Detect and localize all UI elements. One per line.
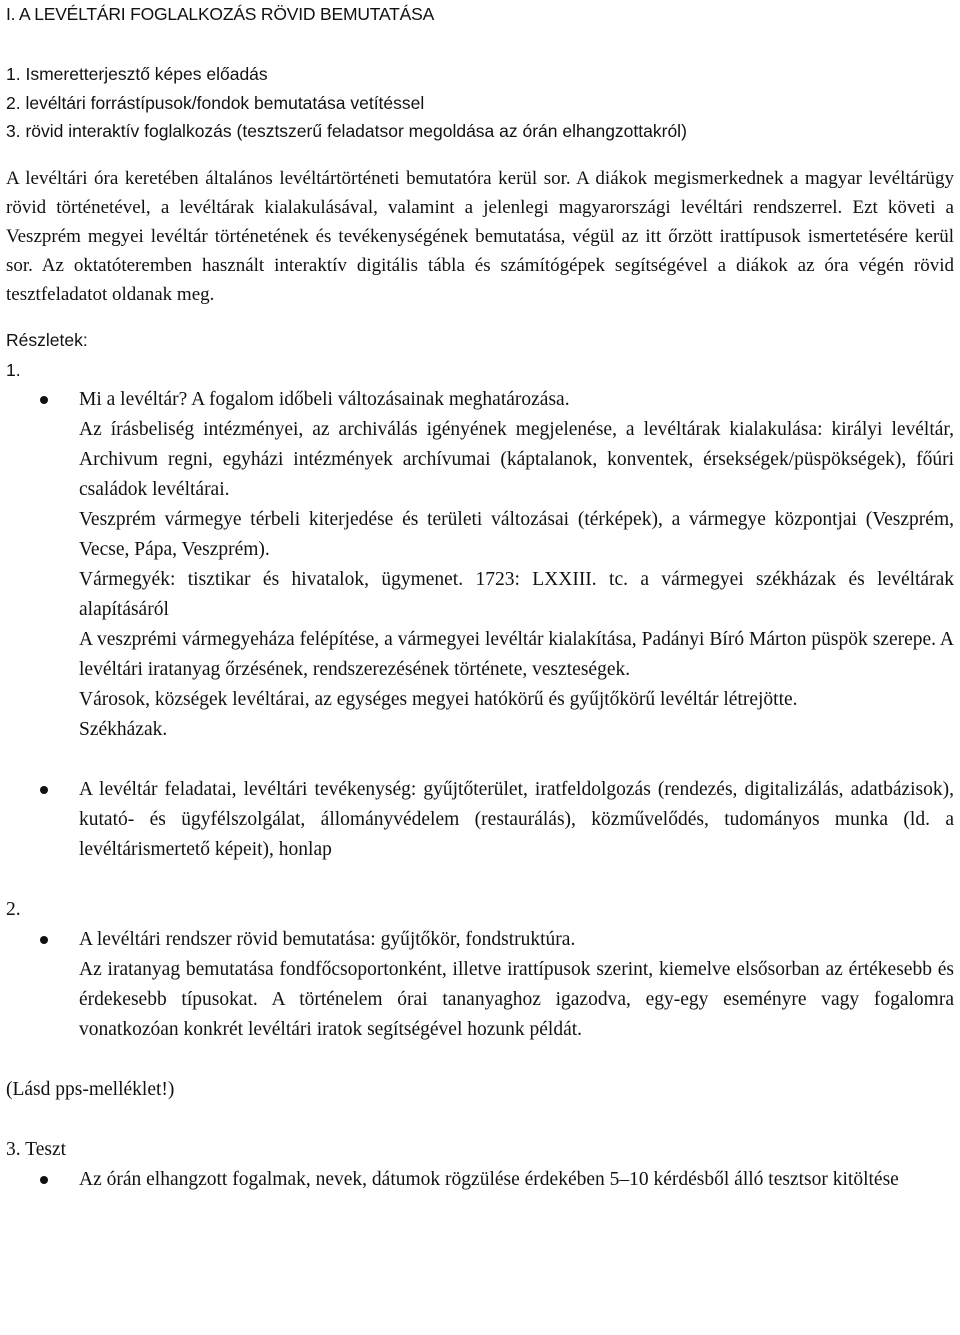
- section-1-bullet-1: [6, 385, 954, 415]
- intro-paragraph: A levéltári óra keretében általános levéltártörténeti bemutatóra kerül sor. A diákok megismerkednek a magyar levéltárügy rövid történetével, a levéltárak kialakulásával, valamint a jelenlegi magyarországi levéltári rendszerrel. Ezt követi a Veszprém megyei levéltár történetének és tevékenységének bemutatása, végül az itt őrzött irattípusok ismertetésére kerül sor. Az oktatóteremben használt interaktív digitális tábla és számítógépek segítségével a diákok az óra végén rövid tesztfeladatot oldanak meg.: [6, 167, 954, 305]
- program-list-item: 1. Ismeretterjesztő képes előadás: [6, 64, 268, 84]
- section-1-paragraph: Vármegyék: tisztikar és hivatalok, ügymenet. 1723: LXXIII. tc. a vármegyei székházak és levéltárak alapításáról: [79, 568, 954, 620]
- program-list-item: 3. rövid interaktív foglalkozás (tesztszerű feladatsor megoldása az órán elhangzottakról): [6, 121, 687, 141]
- section-1-paragraph: Székházak.: [79, 718, 168, 740]
- section-3-title: 3. Teszt: [6, 1138, 67, 1160]
- section-3-bullet-1: [6, 1165, 954, 1195]
- section-2-bullet-1: [6, 925, 954, 955]
- section-1-paragraph: Az írásbeliség intézményei, az archiválás igényének megjelenése, a levéltárak kialakulása: királyi levéltár, Archivum regni, egyházi intézmények archívumai (káptalanok, konventek, érsekségek/püspökségek), főúri családok levéltárai.: [79, 418, 954, 500]
- section-1-number: 1.: [6, 359, 21, 380]
- bullet-text: A levéltár feladatai, levéltári tevékenység: gyűjtőterület, iratfeldolgozás (rendezés, digitalizálás, adatbázisok), kutató- és ügyfélszolgálat, állományvédelem (restaurálás), közművelődés, tudományos munka (ld. a levéltárismertető képeit), honlap: [79, 778, 954, 860]
- details-label: Részletek:: [6, 329, 88, 350]
- program-list: [6, 60, 954, 146]
- bullet-icon: [40, 1176, 48, 1184]
- bullet-icon: [40, 786, 48, 794]
- bullet-text: Az órán elhangzott fogalmak, nevek, dátumok rögzülése érdekében 5–10 kérdésből álló tesztsor kitöltése: [79, 1168, 899, 1190]
- section-1-paragraph: A veszprémi vármegyeháza felépítése, a vármegyei levéltár kialakítása, Padányi Bíró Márton püspök szerepe. A levéltári iratanyag őrzésének, rendszerezésének története, veszteségek.: [79, 628, 954, 680]
- program-list-item: 2. levéltári forrástípusok/fondok bemutatása vetítéssel: [6, 92, 425, 113]
- section-1-bullet-2: [6, 775, 954, 865]
- section-2-number: 2.: [6, 898, 21, 920]
- section-1-paragraph: Veszprém vármegye térbeli kiterjedése és területi változásai (térképek), a vármegye központjai (Veszprém, Vecse, Pápa, Veszprém).: [79, 508, 954, 560]
- bullet-title: A levéltári rendszer rövid bemutatása: gyűjtőkör, fondstruktúra.: [79, 928, 576, 950]
- bullet-icon: [40, 936, 48, 944]
- section-1-paragraph: Városok, községek levéltárai, az egységes megyei hatókörű és gyűjtőkörű levéltár létrejötte.: [79, 688, 798, 710]
- bullet-icon: [40, 396, 48, 404]
- document-page: [6, 0, 954, 1195]
- bullet-title: Mi a levéltár? A fogalom időbeli változásainak meghatározása.: [79, 388, 570, 410]
- document-heading: I. A LEVÉLTÁRI FOGLALKOZÁS RÖVID BEMUTATÁSA: [6, 4, 435, 24]
- section-2-paragraph: Az iratanyag bemutatása fondfőcsoportonként, illetve irattípusok szerint, kiemelve elsősorban az értékesebb és érdekesebb típusokat. A történelem órai tananyaghoz igazodva, egy-egy eseményre vagy fogalomra vonatkozóan konkrét levéltári iratok segítségével hozunk példát.: [79, 958, 954, 1040]
- attachment-note: (Lásd pps-melléklet!): [6, 1078, 175, 1100]
